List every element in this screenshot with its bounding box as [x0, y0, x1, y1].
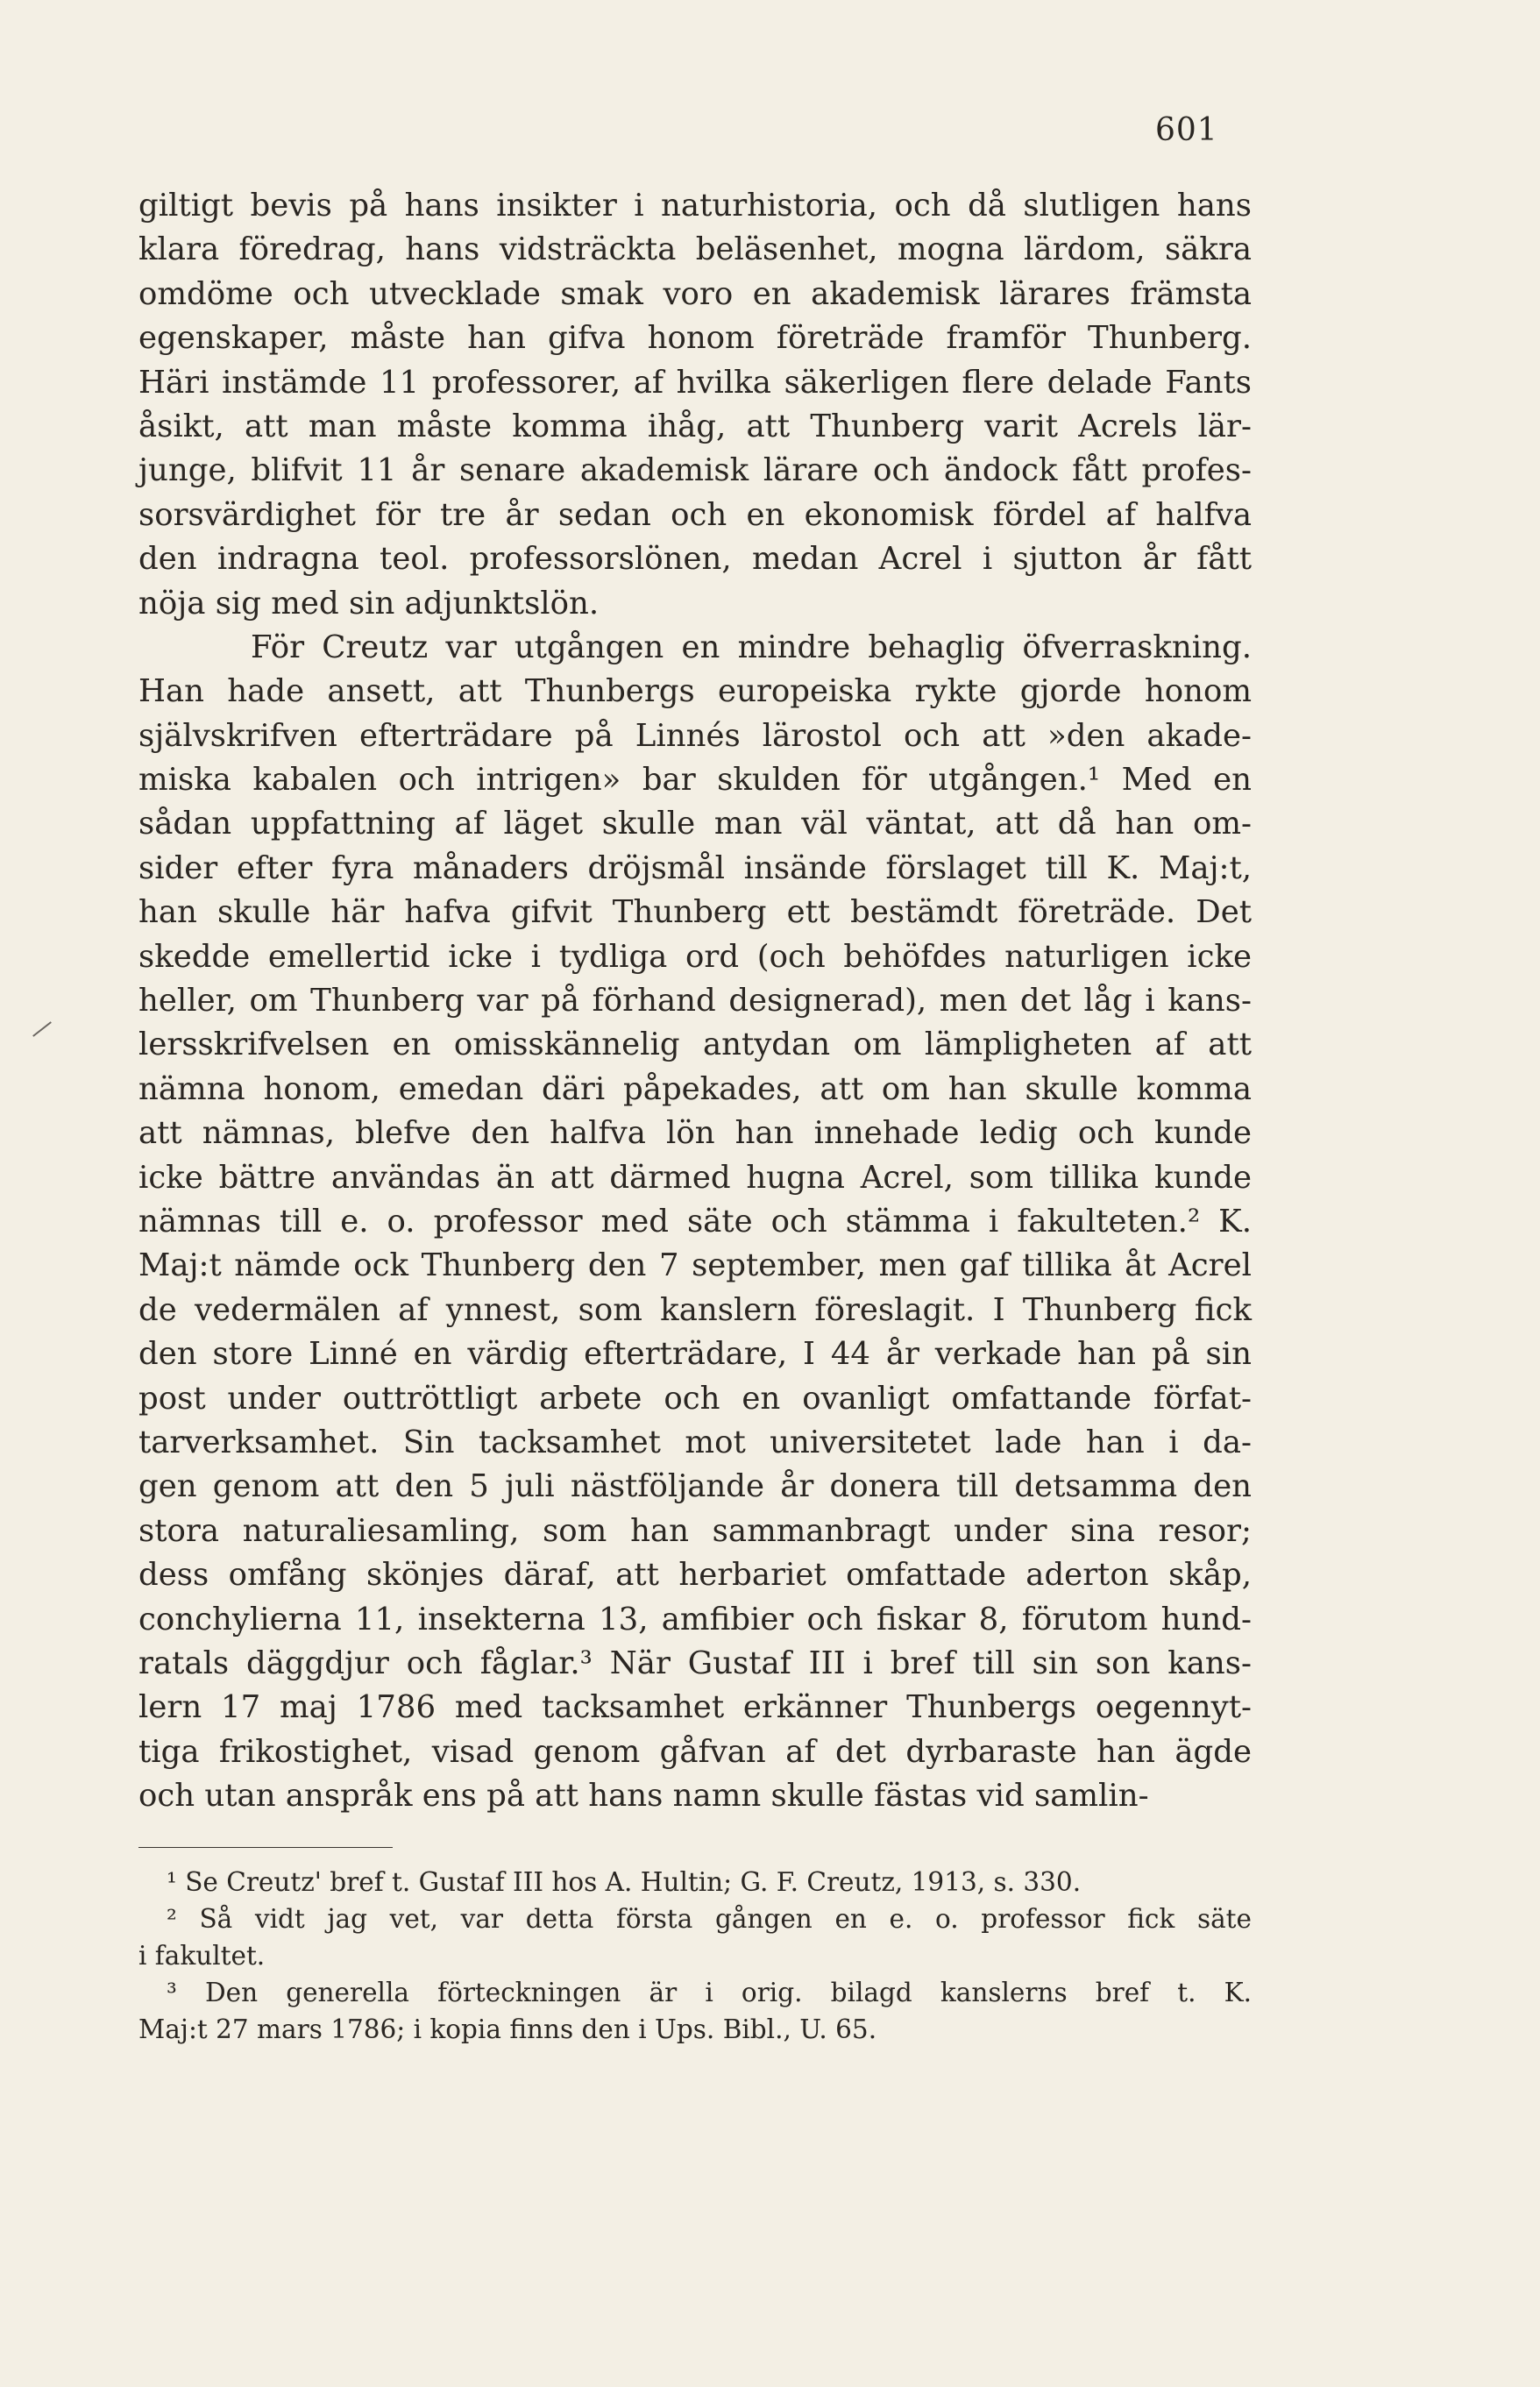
text-line: nämna honom, emedan däri påpekades, att om han skulle komma [138, 1070, 1252, 1107]
text-line: heller, om Thunberg var på förhand designerad), men det låg i kans- [138, 983, 1252, 1019]
text-line: skedde emellertid icke i tydliga ord (och behöfdes naturligen icke [138, 938, 1252, 975]
footnote-line: ³ Den generella förteckningen är i orig. bilagd kanslerns bref t. K. [167, 1978, 1252, 2007]
text-line: åsikt, att man måste komma ihåg, att Thunberg varit Acrels lär- [138, 408, 1252, 444]
body-text [138, 184, 1252, 1818]
footnotes [138, 1864, 1252, 2048]
text-line: stora naturaliesamling, som han sammanbragt under sina resor; [138, 1512, 1252, 1549]
text-line: tiga frikostighet, visad genom gåfvan af det dyrbaraste han ägde [138, 1733, 1252, 1770]
footnote-line: ¹ Se Creutz' bref t. Gustaf III hos A. Hultin; G. F. Creutz, 1913, s. 330. [167, 1867, 1082, 1897]
text-line: junge, blifvit 11 år senare akademisk lärare och ändock fått profes- [138, 452, 1252, 489]
text-line: klara föredrag, hans vidsträckta beläsenhet, mogna lärdom, säkra [138, 231, 1252, 268]
text-line: tarverksamhet. Sin tacksamhet mot universitetet lade han i da- [138, 1424, 1252, 1460]
text-line: lern 17 maj 1786 med tacksamhet erkänner Thunbergs oegennyt- [138, 1689, 1252, 1726]
text-line: nämnas till e. o. professor med säte och stämma i fakulteten.² K. [138, 1203, 1252, 1240]
text-line: självskrifven efterträdare på Linnés lärostol och att »den akade- [138, 717, 1252, 754]
text-line: egenskaper, måste han gifva honom företräde framför Thunberg. [138, 320, 1252, 357]
page-number: 601 [1155, 112, 1218, 148]
text-line: Han hade ansett, att Thunbergs europeiska rykte gjorde honom [138, 673, 1252, 710]
text-line: lersskrifvelsen en omisskännelig antydan om lämpligheten af att [138, 1027, 1252, 1063]
text-line: post under outtröttligt arbete och en ovanligt omfattande förfat- [138, 1380, 1252, 1417]
text-line: sorsvärdighet för tre år sedan och en ekonomisk fördel af halfva [138, 496, 1252, 533]
text-line: sådan uppfattning af läget skulle man väl väntat, att då han om- [138, 806, 1252, 842]
footnote-line: ² Så vidt jag vet, var detta första gången en e. o. professor fick säte [167, 1904, 1252, 1934]
margin-mark [32, 1021, 52, 1037]
text-line: gen genom att den 5 juli nästföljande år donera till detsamma den [138, 1468, 1252, 1505]
text-line: han skulle här hafva gifvit Thunberg ett bestämdt företräde. Det [138, 894, 1252, 931]
text-line: dess omfång skönjes däraf, att herbariet omfattade aderton skåp, [138, 1557, 1252, 1594]
text-line: miska kabalen och intrigen» bar skulden för utgången.¹ Med en [138, 762, 1252, 799]
footnote-line: Maj:t 27 mars 1786; i kopia finns den i Ups. Bibl., U. 65. [138, 2014, 877, 2044]
text-line: icke bättre användas än att därmed hugna Acrel, som tillika kunde [138, 1159, 1252, 1196]
text-line: den indragna teol. professorslönen, medan Acrel i sjutton år fått [138, 541, 1252, 578]
text-line: Häri instämde 11 professorer, af hvilka säkerligen flere delade Fants [138, 364, 1252, 401]
text-line: giltigt bevis på hans insikter i naturhistoria, och då slutligen hans [138, 188, 1252, 224]
text-line: conchylierna 11, insekterna 13, amfibier och fiskar 8, förutom hund- [138, 1601, 1252, 1638]
text-line: och utan anspråk ens på att hans namn skulle fästas vid samlin- [138, 1778, 1149, 1815]
text-line: de vedermälen af ynnest, som kanslern föreslagit. I Thunberg fick [138, 1291, 1252, 1328]
text-line: För Creutz var utgången en mindre behaglig öfverraskning. [251, 629, 1252, 665]
text-line: Maj:t nämde ock Thunberg den 7 september, men gaf tillika åt Acrel [138, 1247, 1252, 1284]
text-line: omdöme och utvecklade smak voro en akademisk lärares främsta [138, 275, 1252, 312]
footnote-line: i fakultet. [138, 1941, 266, 1971]
text-line: att nämnas, blefve den halfva lön han innehade ledig och kunde [138, 1115, 1252, 1152]
text-line: ratals däggdjur och fåglar.³ När Gustaf III i bref till sin son kans- [138, 1645, 1252, 1681]
text-line: nöja sig med sin adjunktslön. [138, 585, 600, 622]
footnote-separator [138, 1847, 393, 1848]
text-line: sider efter fyra månaders dröjsmål insände förslaget till K. Maj:t, [138, 849, 1252, 886]
text-line: den store Linné en värdig efterträdare, I 44 år verkade han på sin [138, 1336, 1252, 1373]
